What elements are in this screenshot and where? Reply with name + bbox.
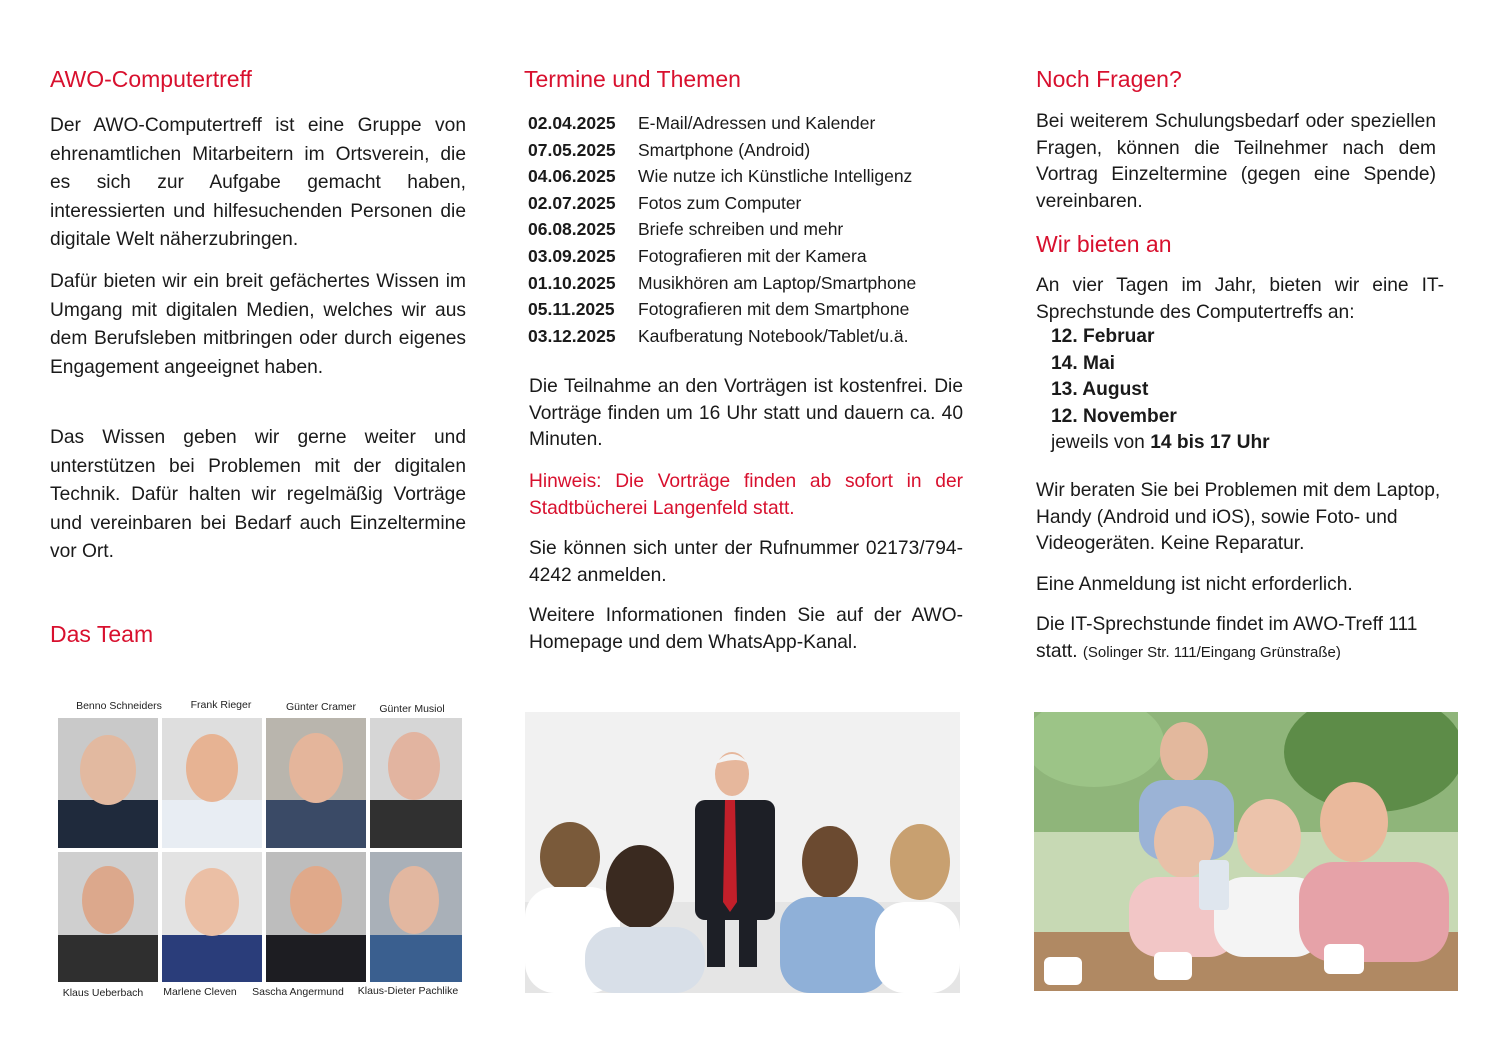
consultation-dates xyxy=(1051,324,1270,457)
schedule-topic: Wie nutze ich Künstliche Intelligenz xyxy=(638,166,913,187)
schedule-row xyxy=(528,110,916,137)
more-info-paragraph: Weitere Informationen finden Sie auf der AWO-Homepage und dem WhatsApp-Kanal. xyxy=(529,605,963,653)
about-paragraph-1: Der AWO-Computertreff ist eine Gruppe von ehrenamtlichen Mitarbeitern im Ortsverein, die es sich zur Aufgabe gemacht haben, interessierten und hilfesuchenden Personen die digitale Welt näherzubringen. xyxy=(50,115,466,250)
schedule-topic: Musikhören am Laptop/Smartphone xyxy=(638,272,917,293)
schedule-topic: Briefe schreiben und mehr xyxy=(638,219,844,240)
schedule-row xyxy=(528,190,916,217)
location-address: (Solinger Str. 111/Eingang Grünstraße) xyxy=(1082,643,1341,661)
schedule-date: 03.09.2025 xyxy=(528,245,616,266)
team-name-6: Marlene Cleven xyxy=(163,986,237,998)
schedule-info-paragraph: Die Teilnahme an den Vorträgen ist kostenfrei. Die Vorträge finden um 16 Uhr statt und dauern ca. 40 Minuten. xyxy=(529,376,963,450)
team-name-5: Klaus Ueberbach xyxy=(62,987,144,999)
schedule-row xyxy=(528,270,916,297)
venue-hint: Hinweis: Die Vorträge finden ab sofort in der Stadtbücherei Langenfeld statt. xyxy=(529,471,963,519)
schedule-topic: Fotografieren mit der Kamera xyxy=(638,245,867,266)
schedule-date: 02.04.2025 xyxy=(528,113,616,133)
location-main: Die IT-Sprechstunde findet im AWO-Treff 111 statt. xyxy=(1036,614,1418,662)
team-name-4: Günter Musiol xyxy=(379,703,445,715)
time-prefix: jeweils von xyxy=(1051,432,1151,454)
schedule-topic: Fotografieren mit dem Smartphone xyxy=(638,299,910,320)
team-name-1: Benno Schneiders xyxy=(76,700,162,712)
seniors-photo xyxy=(1034,712,1458,991)
schedule-date: 07.05.2025 xyxy=(528,139,616,160)
team-name-2: Frank Rieger xyxy=(190,699,252,711)
time-value: 14 bis 17 Uhr xyxy=(1150,432,1270,454)
offer-paragraph: An vier Tagen im Jahr, bieten wir eine IT-Sprechstunde des Computertreffs an: xyxy=(1036,275,1444,323)
schedule-topic: Smartphone (Android) xyxy=(638,139,811,160)
consultation-date-1: 12. Februar xyxy=(1051,326,1155,347)
schedule-date: 06.08.2025 xyxy=(528,219,616,240)
schedule-date: 02.07.2025 xyxy=(528,192,616,213)
about-heading: AWO-Computertreff xyxy=(50,66,252,92)
team-name-8: Klaus-Dieter Pachlike xyxy=(357,985,459,997)
schedule-date: 04.06.2025 xyxy=(528,166,616,187)
schedule-topic: Fotos zum Computer xyxy=(638,192,802,213)
schedule-row xyxy=(528,243,916,270)
consultation-date-3: 13. August xyxy=(1051,379,1149,401)
schedule-date: 03.12.2025 xyxy=(528,325,616,346)
about-paragraph-3: Das Wissen geben wir gerne weiter und unterstützen bei Problemen mit der digitalen Technik. Dafür halten wir regelmäßig Vorträge und vereinbaren bei Bedarf auch Einzeltermine vor Ort. xyxy=(50,427,466,562)
consultation-date-2: 14. Mai xyxy=(1051,352,1115,374)
schedule-topic: E-Mail/Adressen und Kalender xyxy=(638,113,876,133)
no-registration-paragraph: Eine Anmeldung ist nicht erforderlich. xyxy=(1036,574,1353,595)
schedule-date: 01.10.2025 xyxy=(528,272,616,293)
lecture-photo xyxy=(525,712,960,993)
consultation-date-4: 12. November xyxy=(1051,405,1177,427)
team-name-7: Sascha Angermund xyxy=(252,986,344,998)
schedule-heading: Termine und Themen xyxy=(524,66,741,92)
schedule-row xyxy=(528,323,916,350)
team-photo xyxy=(52,700,466,1000)
schedule-date: 05.11.2025 xyxy=(528,299,615,320)
questions-paragraph: Bei weiterem Schulungsbedarf oder speziellen Fragen, können die Teilnehmer nach dem Vortrag Einzeltermine (gegen eine Spende) vereinbaren. xyxy=(1036,111,1436,212)
schedule-list xyxy=(528,110,916,349)
offer-heading: Wir bieten an xyxy=(1036,231,1172,257)
schedule-topic: Kaufberatung Notebook/Tablet/u.ä. xyxy=(638,325,909,346)
location-paragraph xyxy=(1036,612,1436,666)
services-paragraph: Wir beraten Sie bei Problemen mit dem Laptop, Handy (Android und iOS), sowie Foto- und Videogeräten. Keine Reparatur. xyxy=(1036,480,1441,554)
schedule-row xyxy=(528,216,916,243)
registration-paragraph: Sie können sich unter der Rufnummer 02173/794-4242 anmelden. xyxy=(529,538,963,586)
team-heading: Das Team xyxy=(50,621,154,647)
about-paragraph-2: Dafür bieten wir ein breit gefächertes Wissen im Umgang mit digitalen Medien, welches wir aus dem Berufsleben mitbringen oder durch eigenes Engagement angeeignet haben. xyxy=(50,271,466,378)
schedule-row xyxy=(528,137,916,164)
schedule-row xyxy=(528,296,916,323)
team-name-3: Günter Cramer xyxy=(285,701,357,713)
questions-heading: Noch Fragen? xyxy=(1036,66,1182,92)
schedule-row xyxy=(528,163,916,190)
